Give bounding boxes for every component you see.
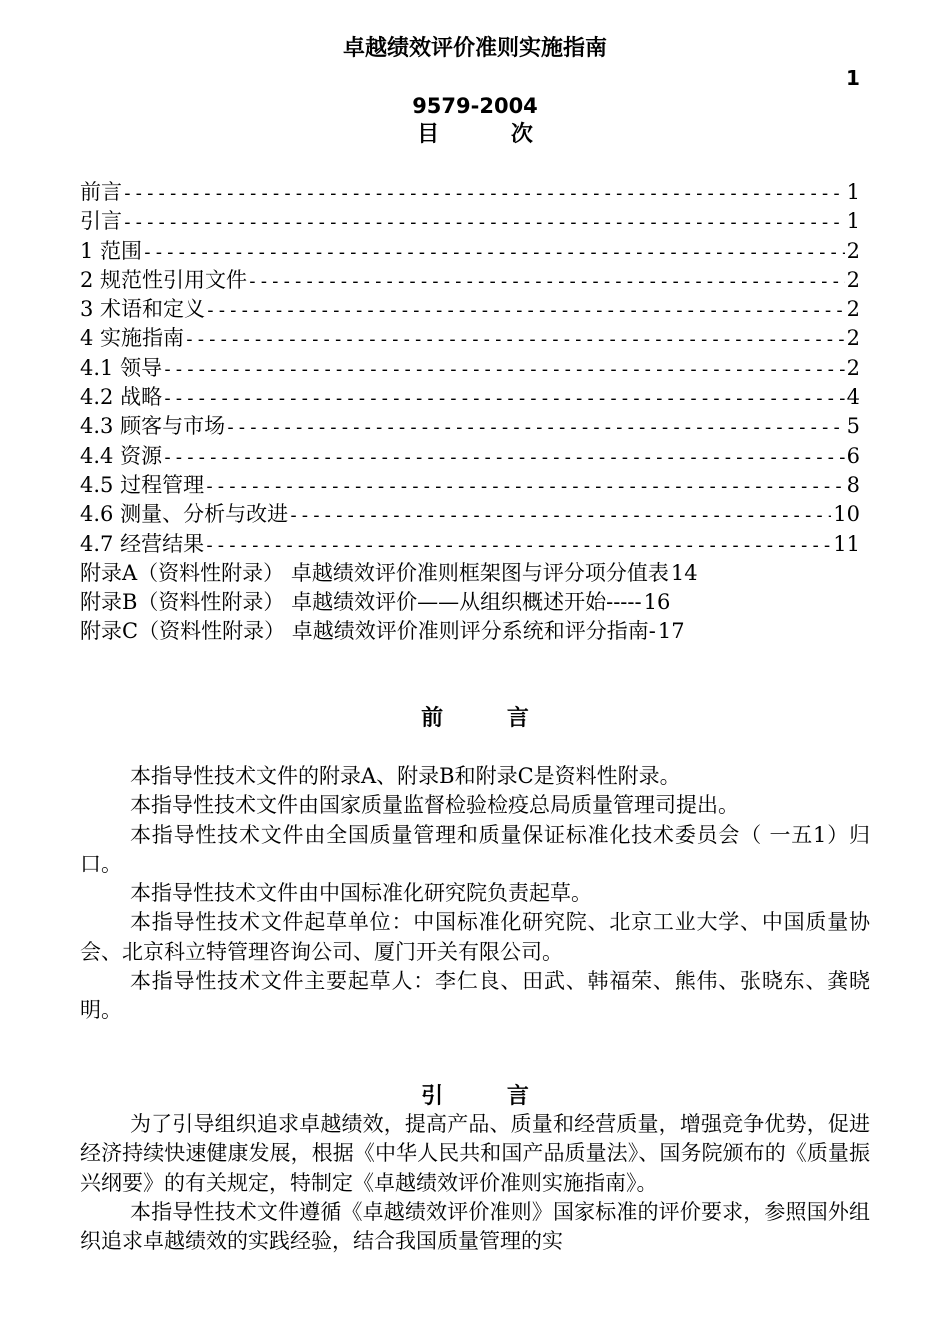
toc-heading: 目 次: [417, 122, 565, 147]
toc-entry: [80, 324, 860, 353]
toc-entry-label: 附录B（资料性附录） 卓越绩效评价——从组织概述开始-----: [80, 590, 642, 615]
foreword-paragraph: 本指导性技术文件由中国标准化研究院负责起草。: [130, 881, 592, 906]
table-of-contents: [80, 178, 860, 647]
toc-entry-page: 2: [846, 355, 860, 380]
toc-entry-label: 3 术语和定义: [80, 297, 206, 322]
toc-leader: [142, 238, 845, 267]
toc-entry-page: 2: [846, 326, 860, 351]
toc-entry-appendix: [80, 559, 860, 588]
toc-entry-page: 4: [846, 385, 860, 410]
foreword-paragraph: 本指导性技术文件由国家质量监督检验检疫总局质量管理司提出。: [130, 793, 739, 818]
toc-entry-page: 1: [846, 180, 860, 204]
toc-leader: [204, 531, 831, 560]
toc-leader: [184, 325, 845, 354]
toc-entry: [80, 207, 860, 236]
document-title: 卓越绩效评价准则实施指南: [342, 36, 607, 61]
toc-entry-label: 4 实施指南: [80, 326, 185, 351]
toc-leader: [205, 296, 845, 325]
toc-entry-page: 2: [846, 297, 860, 322]
introduction-body: [80, 1110, 870, 1256]
toc-entry-label: 4.7 经营结果: [80, 531, 205, 556]
toc-leader: [288, 501, 831, 530]
toc-leader: [162, 355, 845, 384]
toc-leader: [162, 384, 845, 413]
toc-entry-label: 1 范围: [80, 238, 143, 263]
standard-code: 9579-2004: [412, 94, 538, 118]
toc-entry-label: 4.2 战略: [80, 385, 163, 410]
toc-entry: [80, 266, 860, 295]
toc-leader: [204, 472, 845, 501]
toc-entry-page: 6: [846, 443, 860, 468]
toc-entry-page: 2: [846, 267, 860, 292]
toc-entry-page: 5: [846, 414, 860, 439]
toc-entry-label: 附录C（资料性附录） 卓越绩效评价准则评分系统和评分指南-: [80, 619, 656, 644]
toc-entry-label: 4.6 测量、分析与改进: [80, 502, 289, 527]
toc-leader: [122, 179, 845, 208]
toc-entry-page: 1: [846, 209, 860, 234]
toc-entry-label: 附录A（资料性附录） 卓越绩效评价准则框架图与评分项分值表: [80, 560, 669, 585]
foreword-paragraph: 本指导性技术文件主要起草人：李仁良、田武、韩福荣、熊伟、张晓东、龚晓明。: [80, 969, 870, 1023]
toc-leader: [122, 208, 845, 237]
introduction-heading: 引 言: [421, 1084, 557, 1109]
foreword-heading: 前 言: [421, 706, 557, 731]
toc-entry: [80, 471, 860, 500]
toc-entry: [80, 383, 860, 412]
toc-entry: [80, 295, 860, 324]
toc-entry: [80, 354, 860, 383]
foreword-body: [80, 762, 870, 1026]
toc-entry-page: 2: [846, 238, 860, 263]
introduction-paragraph: 为了引导组织追求卓越绩效，提高产品、质量和经营质量，增强竞争优势，促进经济持续快速健康发展，根据《中华人民共和国产品质量法》、国务院颁布的《质量振兴纲要》的有关规定，特制定《卓越绩效评价准则实施指南》。: [80, 1112, 870, 1195]
toc-entry-label: 4.4 资源: [80, 443, 163, 468]
toc-entry-page: 17: [657, 619, 685, 644]
toc-entry-label: 4.5 过程管理: [80, 472, 205, 497]
toc-entry-page: 8: [846, 472, 860, 497]
toc-entry-appendix: [80, 588, 860, 617]
foreword-paragraph: 本指导性技术文件起草单位：中国标准化研究院、北京工业大学、中国质量协会、北京科立特管理咨询公司、厦门开关有限公司。: [80, 910, 870, 964]
toc-entry-label: 4.3 顾客与市场: [80, 414, 226, 439]
toc-entry: [80, 412, 860, 441]
toc-entry-label: 前言: [80, 180, 122, 204]
toc-entry-label: 4.1 领导: [80, 355, 163, 380]
introduction-paragraph: 本指导性技术文件遵循《卓越绩效评价准则》国家标准的评价要求，参照国外组织追求卓越绩效的实践经验，结合我国质量管理的实: [80, 1199, 870, 1254]
toc-entry: [80, 237, 860, 266]
toc-entry-page: 16: [643, 590, 671, 615]
toc-leader: [225, 413, 845, 442]
toc-entry: [80, 500, 860, 529]
toc-entry-page: 14: [670, 560, 698, 585]
toc-entry-appendix: [80, 617, 860, 646]
toc-entry: [80, 442, 860, 471]
toc-entry: [80, 178, 860, 207]
toc-leader: [247, 267, 845, 296]
toc-entry: [80, 530, 860, 559]
foreword-paragraph: 本指导性技术文件的附录A、附录B和附录C是资料性附录。: [130, 764, 681, 788]
toc-leader: [162, 443, 845, 472]
foreword-paragraph: 本指导性技术文件由全国质量管理和质量保证标准化技术委员会（ 一五1）归口。: [80, 822, 870, 876]
page-number: 1: [846, 66, 860, 90]
toc-entry-page: 11: [833, 531, 860, 556]
toc-entry-label: 2 规范性引用文件: [80, 267, 248, 292]
toc-entry-label: 引言: [80, 209, 122, 234]
toc-entry-page: 10: [833, 502, 860, 527]
